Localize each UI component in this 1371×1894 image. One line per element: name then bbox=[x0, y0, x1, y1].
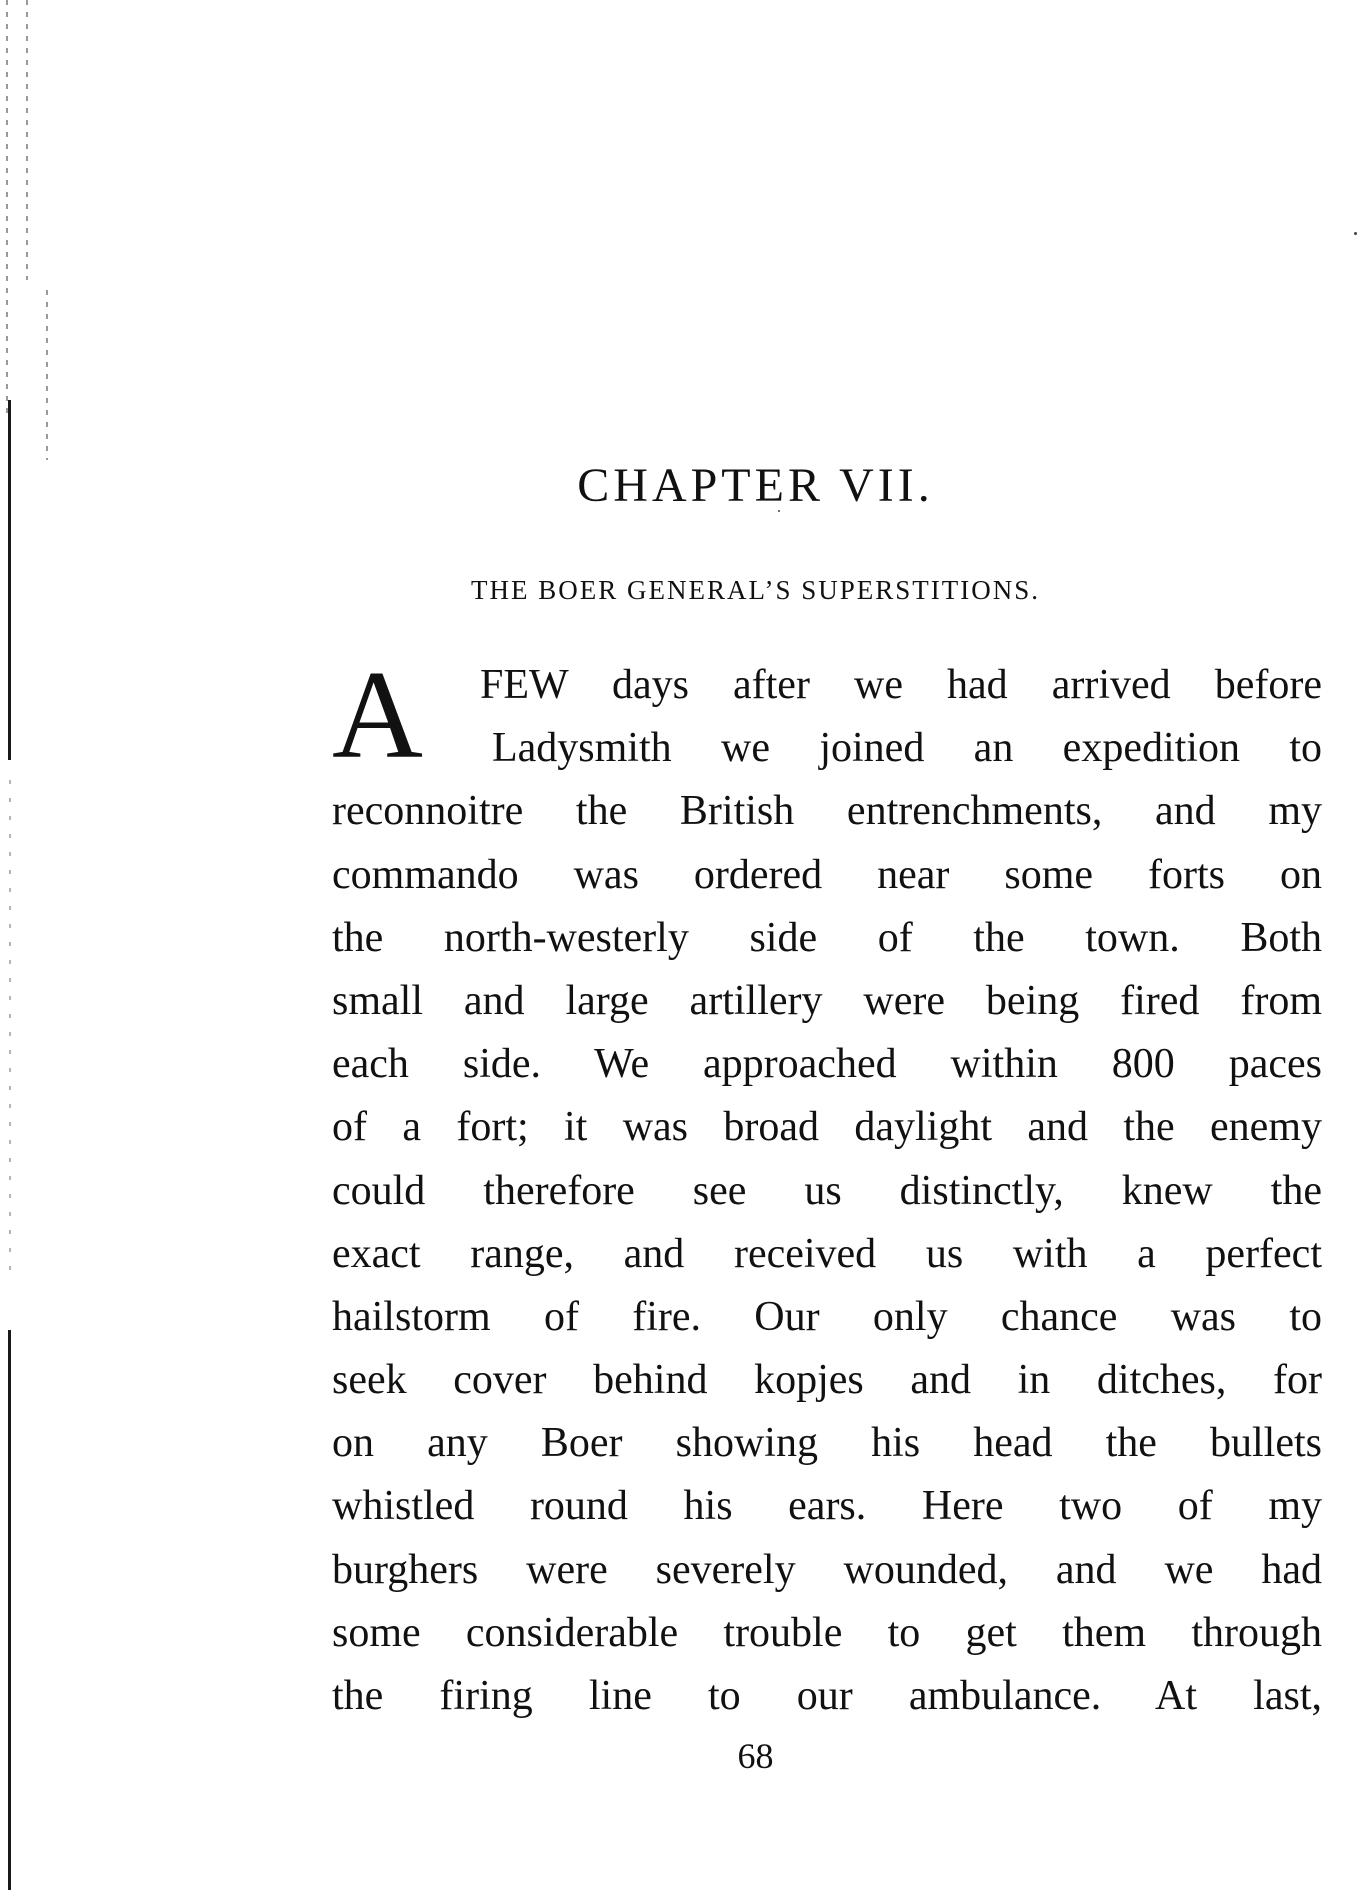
chapter-subtitle: THE BOER GENERAL’S SUPERSTITIONS. bbox=[470, 575, 1041, 605]
binding-shadow bbox=[6, 0, 8, 420]
text-line: burghers were severely wounded, and we had bbox=[332, 1546, 1322, 1593]
text-line: of a fort; it was broad daylight and the enemy bbox=[332, 1104, 1322, 1151]
text-line: could therefore see us distinctly, knew the bbox=[332, 1167, 1322, 1214]
text-line: Ladysmith we joined an expedition to bbox=[492, 725, 1322, 772]
text-line: reconnoitre the British entrenchments, and my bbox=[332, 788, 1322, 835]
chapter-title: CHAPTER VII. bbox=[577, 459, 934, 512]
chapter-body bbox=[332, 646, 1322, 1728]
text-line: the north-westerly side of the town. Both bbox=[332, 914, 1322, 961]
text-line: some considerable trouble to get them through bbox=[332, 1609, 1322, 1656]
page-edge-line bbox=[8, 1330, 11, 1890]
text-line: small and large artillery were being fired from bbox=[332, 977, 1322, 1024]
text-line: on any Boer showing his head the bullets bbox=[332, 1420, 1322, 1467]
scan-speck bbox=[1354, 232, 1357, 235]
binding-shadow bbox=[9, 780, 11, 1280]
text-line: FEW days after we had arrived before bbox=[480, 662, 1322, 708]
text-line: each side. We approached within 800 paces bbox=[332, 1041, 1322, 1088]
text-line: whistled round his ears. Here two of my bbox=[332, 1483, 1322, 1530]
text-line: commando was ordered near some forts on bbox=[332, 851, 1322, 898]
drop-cap: A bbox=[332, 646, 423, 785]
text-line: the firing line to our ambulance. At last, bbox=[332, 1673, 1322, 1719]
text-line: hailstorm of fire. Our only chance was to bbox=[332, 1293, 1322, 1340]
binding-shadow bbox=[26, 0, 28, 280]
binding-shadow bbox=[46, 290, 48, 460]
text-line: exact range, and received us with a perfect bbox=[332, 1230, 1322, 1277]
page-number: 68 bbox=[737, 1736, 774, 1776]
text-line: seek cover behind kopjes and in ditches, for bbox=[332, 1357, 1322, 1404]
